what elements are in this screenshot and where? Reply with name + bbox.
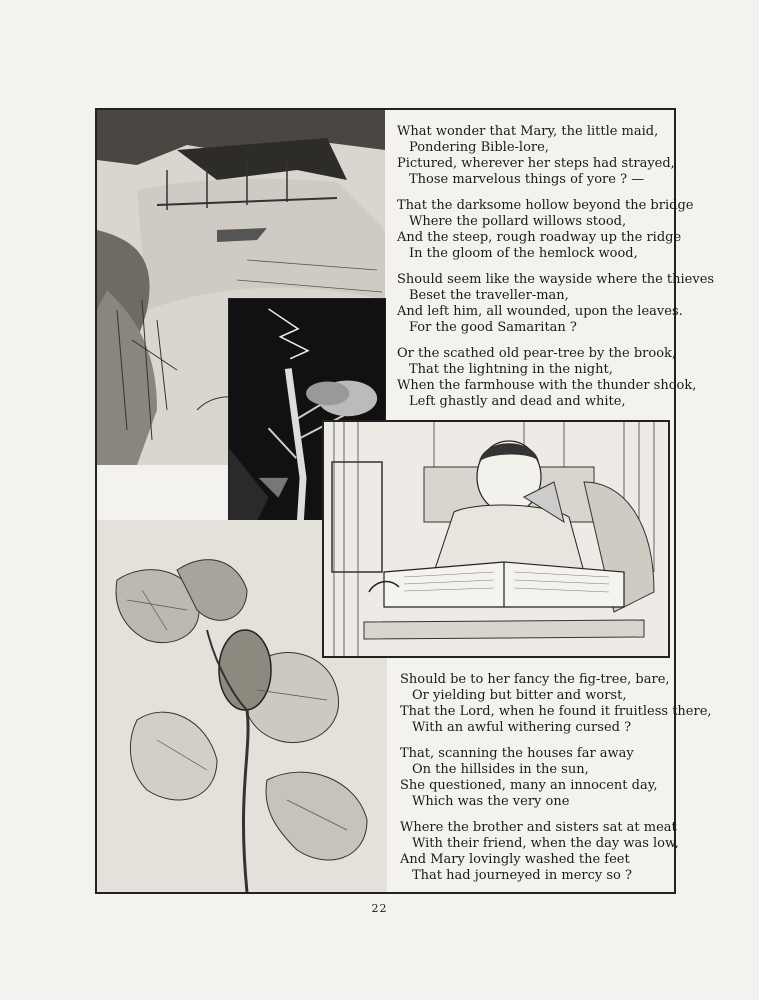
verse-line: What wonder that Mary, the little maid, (397, 124, 659, 139)
illustration-girl-reading (322, 420, 670, 658)
verse-line: That had journeyed in mercy so ? (412, 868, 632, 883)
verse-line: Or yielding but bitter and worst, (412, 688, 627, 703)
verse-line: Pondering Bible-lore, (409, 140, 549, 155)
stanza (397, 272, 715, 336)
verse-line: Left ghastly and dead and white, (409, 394, 626, 409)
verse-line: For the good Samaritan ? (409, 320, 577, 335)
verse-line: That the Lord, when he found it fruitless there, (400, 704, 712, 719)
verse-line: Should seem like the wayside where the thieves (397, 272, 715, 287)
stanza (397, 346, 697, 410)
verse-line: She questioned, many an innocent day, (400, 778, 658, 793)
verse-line: Where the brother and sisters sat at meat (400, 820, 677, 835)
verse-line: Beset the traveller-man, (409, 288, 569, 303)
verse-line: And the steep, rough roadway up the ridge (397, 230, 682, 245)
stanza (400, 672, 712, 736)
verse-line: That the darksome hollow beyond the bridge (397, 198, 694, 213)
verse-column-top (397, 124, 715, 420)
stanza (397, 124, 675, 188)
stanza (400, 820, 679, 884)
verse-line: In the gloom of the hemlock wood, (409, 246, 638, 261)
verse-line: Should be to her fancy the fig-tree, bare, (400, 672, 670, 687)
verse-line: On the hillsides in the sun, (412, 762, 589, 777)
verse-line: That, scanning the houses far away (400, 746, 634, 761)
verse-line: With their friend, when the day was low, (412, 836, 679, 851)
verse-line: And left him, all wounded, upon the leaves. (397, 304, 683, 319)
verse-line: Which was the very one (412, 794, 570, 809)
verse-column-bottom (400, 672, 712, 894)
verse-line: When the farmhouse with the thunder shook, (397, 378, 697, 393)
verse-line: Those marvelous things of yore ? — (409, 172, 645, 187)
stanza (397, 198, 694, 262)
stanza (400, 746, 672, 810)
verse-line: Or the scathed old pear-tree by the brook, (397, 346, 677, 361)
verse-line: That the lightning in the night, (409, 362, 613, 377)
verse-line: And Mary lovingly washed the feet (400, 852, 630, 867)
verse-line: Where the pollard willows stood, (409, 214, 627, 229)
verse-line: With an awful withering cursed ? (412, 720, 632, 735)
page-number: 22 (371, 902, 388, 915)
verse-line: Pictured, wherever her steps had strayed, (397, 156, 675, 171)
